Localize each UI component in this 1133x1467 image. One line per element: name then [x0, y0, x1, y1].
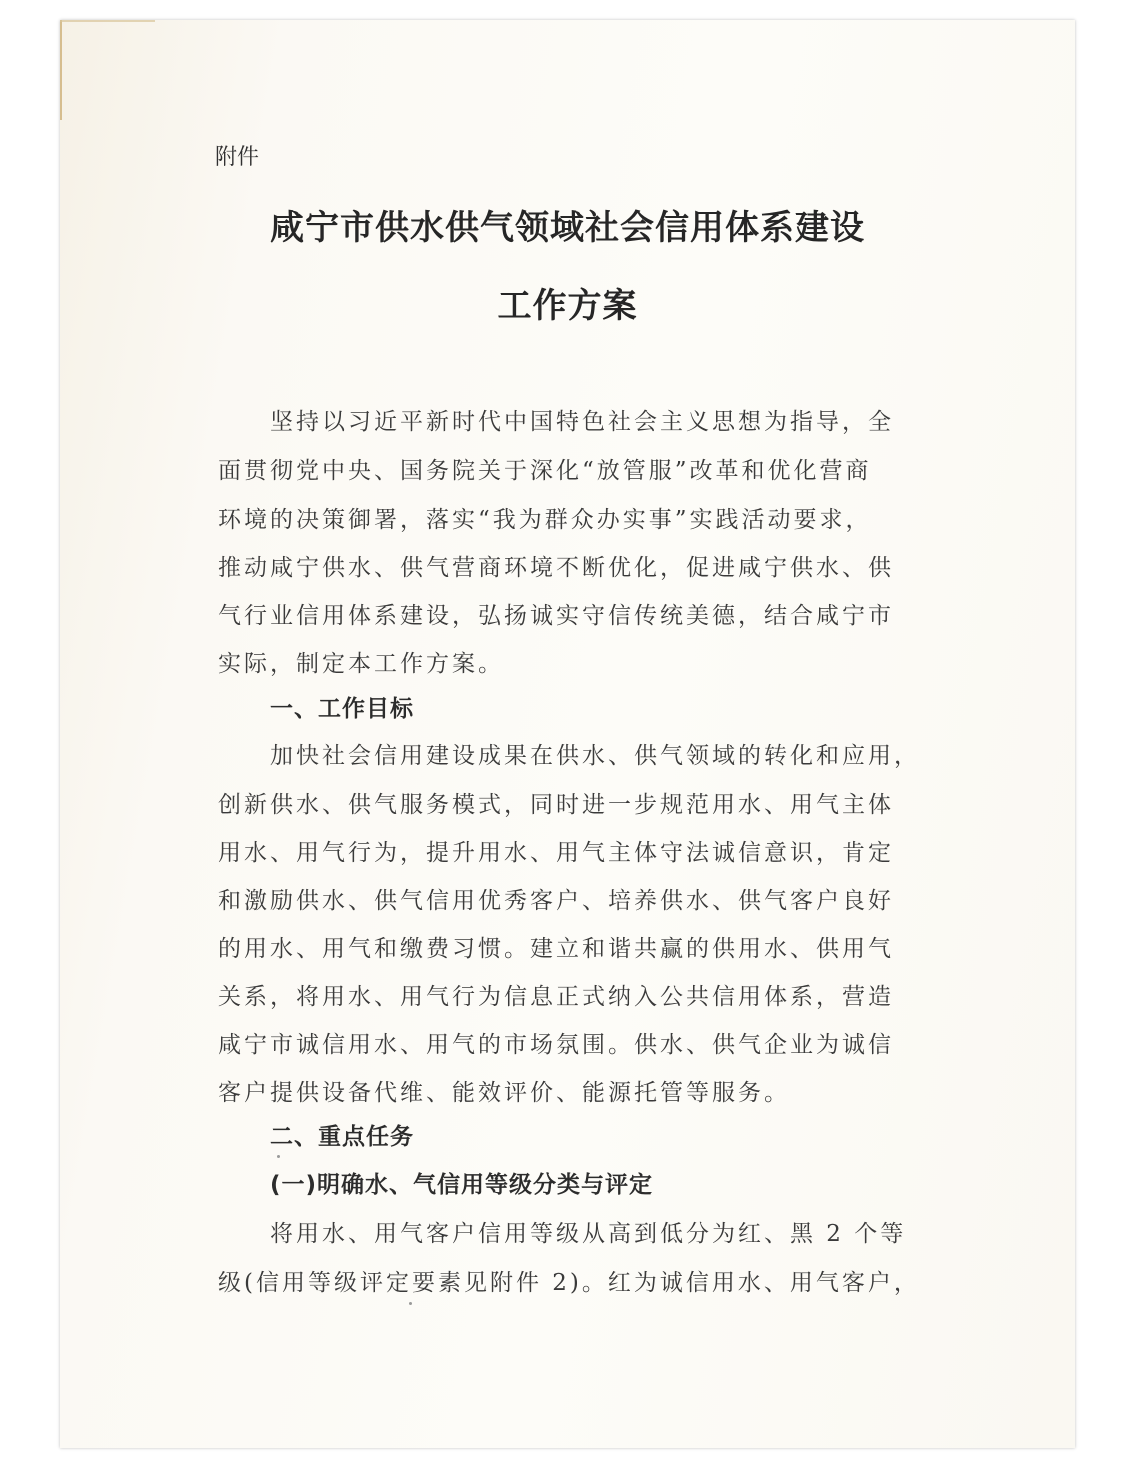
- section1-line: 关系，将用水、用气行为信息正式纳入公共信用体系，营造: [218, 984, 894, 1010]
- section1-line: 创新供水、供气服务模式，同时进一步规范用水、用气主体: [218, 792, 894, 818]
- subsection1-line: 级(信用等级评定要素见附件 2)。红为诚信用水、用气客户，: [218, 1270, 920, 1296]
- section1-line: 用水、用气行为，提升用水、用气主体守法诚信意识，肯定: [218, 840, 894, 866]
- paper-fold-edge: [60, 20, 62, 120]
- paper-fold-edge-top: [60, 20, 155, 22]
- intro-line: 推动咸宁供水、供气营商环境不断优化，促进咸宁供水、供: [218, 555, 894, 581]
- intro-line: 面贯彻党中央、国务院关于深化“放管服”改革和优化营商: [218, 458, 872, 484]
- section-heading-goals: 一、工作目标: [270, 696, 414, 722]
- section1-line: 咸宁市诚信用水、用气的市场氛围。供水、供气企业为诚信: [218, 1032, 894, 1058]
- attachment-label: 附件: [215, 145, 260, 170]
- document-title-line-1: 咸宁市供水供气领域社会信用体系建设: [270, 208, 865, 248]
- intro-line: 实际，制定本工作方案。: [218, 651, 504, 677]
- section1-line: 和激励供水、供气信用优秀客户、培养供水、供气客户良好: [218, 888, 894, 914]
- scan-speck: [409, 1302, 412, 1305]
- intro-line: 坚持以习近平新时代中国特色社会主义思想为指导，全: [270, 409, 894, 435]
- section1-line: 的用水、用气和缴费习惯。建立和谐共赢的供用水、供用气: [218, 936, 894, 962]
- intro-line: 气行业信用体系建设，弘扬诚实守信传统美德，结合咸宁市: [218, 603, 894, 629]
- section1-line: 加快社会信用建设成果在供水、供气领域的转化和应用，: [270, 743, 920, 769]
- section-heading-tasks: 二、重点任务: [270, 1124, 414, 1150]
- subsection1-line: 将用水、用气客户信用等级从高到低分为红、黑 2 个等: [270, 1221, 907, 1247]
- scan-speck: [277, 1155, 280, 1158]
- document-title-line-2: 工作方案: [497, 286, 638, 326]
- subsection-heading-credit-levels: (一)明确水、气信用等级分类与评定: [270, 1172, 654, 1198]
- section1-line: 客户提供设备代维、能效评价、能源托管等服务。: [218, 1080, 790, 1106]
- intro-line: 环境的决策御署，落实“我为群众办实事”实践活动要求，: [218, 507, 872, 533]
